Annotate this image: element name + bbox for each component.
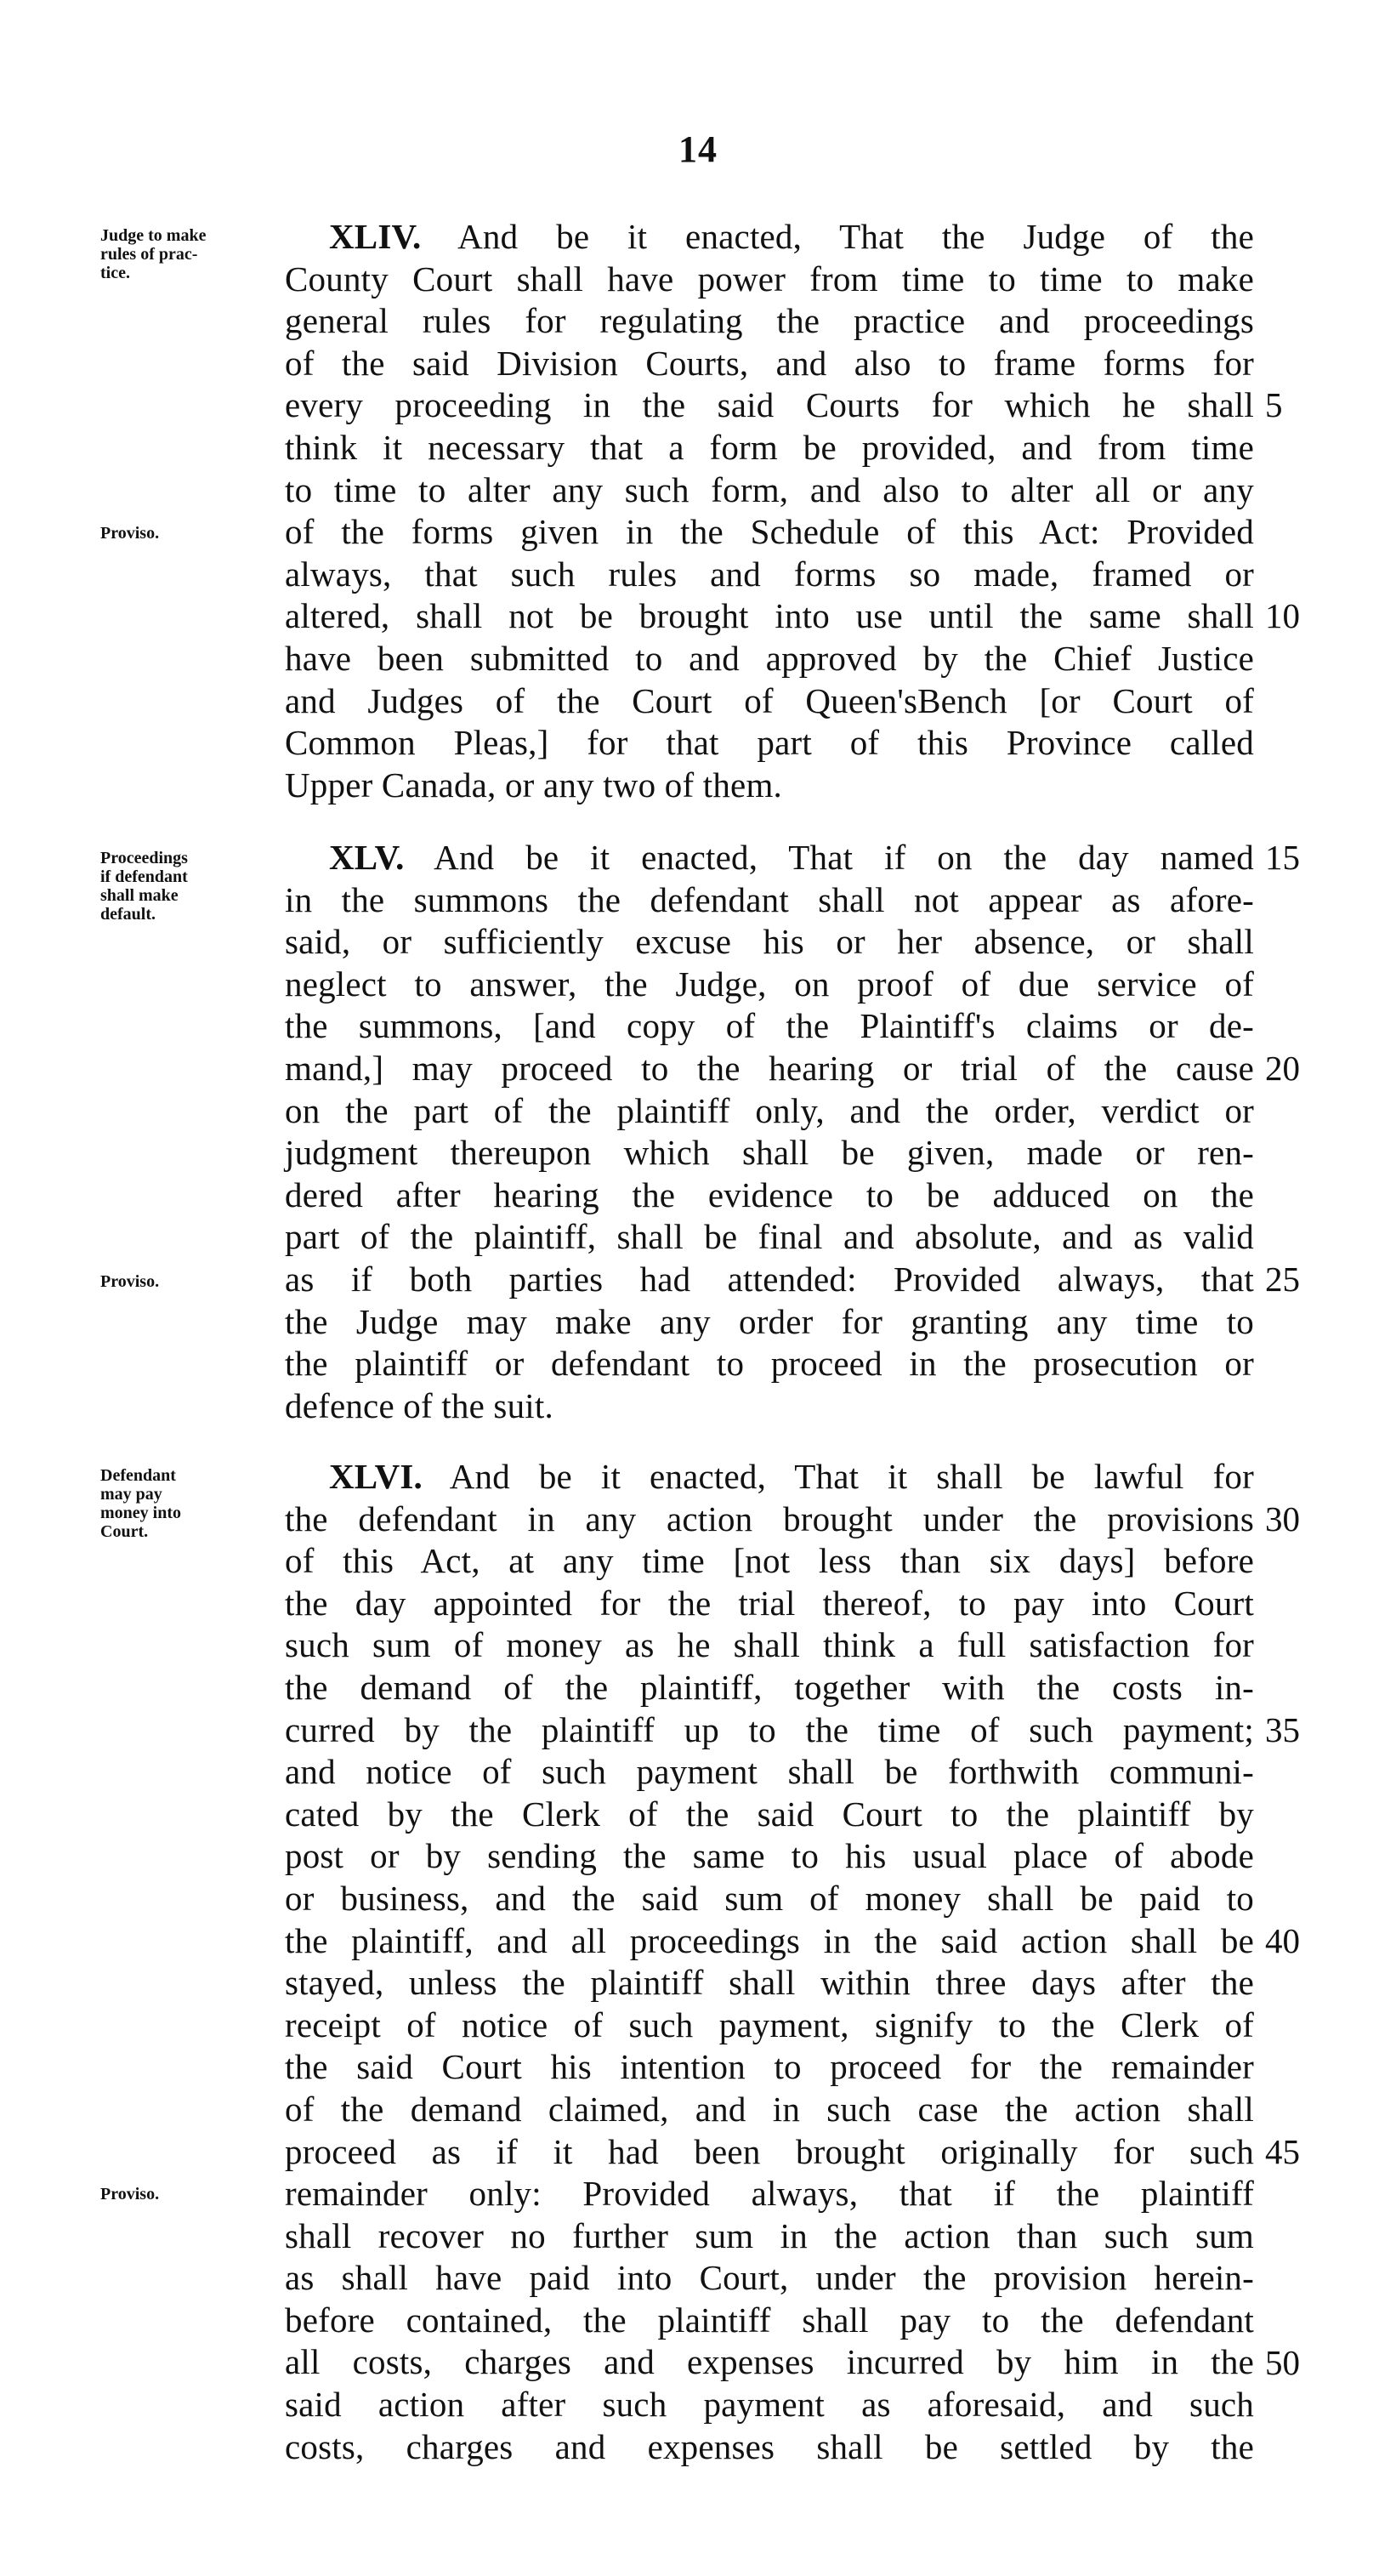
text-line: as if both parties had attended: Provided always, that bbox=[285, 1259, 1254, 1299]
margin-note-line: may pay bbox=[100, 1485, 162, 1504]
line-number: 45 bbox=[1265, 2132, 1300, 2171]
margin-note-line: Defendant bbox=[100, 1466, 176, 1485]
section-xliv bbox=[0, 216, 1396, 811]
text-line: of this Act, at any time [not less than six days] before bbox=[285, 1541, 1254, 1581]
section-heading: XLIV. bbox=[329, 217, 422, 256]
text-line: the demand of the plaintiff, together with the costs in- bbox=[285, 1667, 1254, 1707]
text-line: in the summons the defendant shall not appear as afore- bbox=[285, 879, 1254, 919]
line-number: 40 bbox=[1265, 1921, 1300, 1960]
line-number: 20 bbox=[1265, 1049, 1300, 1088]
text-line: defence of the suit. bbox=[285, 1385, 553, 1425]
text-line: mand,] may proceed to the hearing or trial of the cause bbox=[285, 1048, 1254, 1088]
text-line: altered, shall not be brought into use until the same shall bbox=[285, 596, 1254, 636]
text-line: curred by the plaintiff up to the time of such payment; bbox=[285, 1709, 1254, 1749]
margin-note-line: if defendant bbox=[100, 867, 188, 886]
margin-note-line: default. bbox=[100, 905, 156, 924]
text-line: said, or sufficiently excuse his or her absence, or shall bbox=[285, 922, 1254, 962]
text-line: as shall have paid into Court, under the provision herein- bbox=[285, 2258, 1254, 2298]
margin-note-line: money into bbox=[100, 1504, 181, 1522]
margin-note-line: Proviso. bbox=[100, 2185, 160, 2204]
text-line: the plaintiff, and all proceedings in the said action shall be bbox=[285, 1920, 1254, 1960]
text-line: to time to alter any such form, and also to alter all or any bbox=[285, 469, 1254, 509]
text-line: of the forms given in the Schedule of this Act: Provided bbox=[285, 512, 1254, 552]
text-line: such sum of money as he shall think a full satisfaction for bbox=[285, 1625, 1254, 1665]
line-number: 10 bbox=[1265, 596, 1300, 635]
text-line: or business, and the said sum of money shall be paid to bbox=[285, 1878, 1254, 1918]
text-line: shall recover no further sum in the action than such sum bbox=[285, 2215, 1254, 2255]
text-line: before contained, the plaintiff shall pay to the defendant bbox=[285, 2300, 1254, 2340]
section-heading: XLV. bbox=[329, 838, 405, 877]
text-line: costs, charges and expenses shall be settled by the bbox=[285, 2426, 1254, 2466]
text-line: neglect to answer, the Judge, on proof of due service of bbox=[285, 964, 1254, 1004]
margin-note-line: rules of prac- bbox=[100, 245, 198, 264]
text-line bbox=[285, 216, 1254, 259]
line-text: And be it enacted, That the Judge of the bbox=[457, 217, 1254, 256]
text-line: have been submitted to and approved by the Chief Justice bbox=[285, 638, 1254, 678]
text-line: post or by sending the same to his usual place of abode bbox=[285, 1836, 1254, 1876]
text-line: cated by the Clerk of the said Court to the plaintiff by bbox=[285, 1794, 1254, 1834]
text-line bbox=[285, 1456, 1254, 1498]
text-line: the said Court his intention to proceed for the remainder bbox=[285, 2047, 1254, 2087]
section-body bbox=[285, 837, 1254, 1427]
margin-note-proviso bbox=[100, 1272, 270, 1291]
section-body bbox=[285, 1456, 1254, 2468]
text-line: said action after such payment as aforesaid, and such bbox=[285, 2385, 1254, 2425]
text-line: judgment thereupon which shall be given, made or ren- bbox=[285, 1133, 1254, 1173]
margin-note-line: Proviso. bbox=[100, 524, 160, 543]
margin-note-line: Proviso. bbox=[100, 1272, 160, 1291]
line-number: 50 bbox=[1265, 2343, 1300, 2382]
line-text: And be it enacted, That if on the day named bbox=[434, 838, 1254, 877]
page-number: 14 bbox=[678, 128, 718, 170]
section-heading: XLVI. bbox=[329, 1457, 423, 1496]
text-line: part of the plaintiff, shall be final and absolute, and as valid bbox=[285, 1217, 1254, 1257]
text-line: dered after hearing the evidence to be adduced on the bbox=[285, 1174, 1254, 1214]
margin-note-line: Proceedings bbox=[100, 849, 188, 867]
text-line: all costs, charges and expenses incurred by him in the bbox=[285, 2342, 1254, 2382]
margin-note-defendant-pay bbox=[100, 1466, 270, 1541]
text-line: proceed as if it had been brought originally for such bbox=[285, 2131, 1254, 2171]
text-line: receipt of notice of such payment, signify to the Clerk of bbox=[285, 2005, 1254, 2044]
line-number: 35 bbox=[1265, 1710, 1300, 1749]
line-number: 15 bbox=[1265, 838, 1300, 877]
text-line: and notice of such payment shall be forthwith communi- bbox=[285, 1752, 1254, 1792]
text-line: always, that such rules and forms so made, framed or bbox=[285, 554, 1254, 594]
margin-note-line: Judge to make bbox=[100, 226, 207, 245]
line-text: And be it enacted, That it shall be lawful for bbox=[449, 1457, 1254, 1496]
text-line: the summons, [and copy of the Plaintiff's claims or de- bbox=[285, 1006, 1254, 1046]
margin-note-proviso bbox=[100, 2185, 270, 2204]
line-number: 25 bbox=[1265, 1260, 1300, 1299]
text-line: Common Pleas,] for that part of this Province called bbox=[285, 723, 1254, 763]
text-line: on the part of the plaintiff only, and the order, verdict or bbox=[285, 1090, 1254, 1130]
text-line: the Judge may make any order for granting any time to bbox=[285, 1301, 1254, 1341]
section-xlv bbox=[0, 837, 1396, 1432]
text-line: the day appointed for the trial thereof, to pay into Court bbox=[285, 1583, 1254, 1623]
text-line: stayed, unless the plaintiff shall within three days after the bbox=[285, 1963, 1254, 2003]
margin-note-line: tice. bbox=[100, 264, 130, 282]
text-line: of the demand claimed, and in such case the action shall bbox=[285, 2089, 1254, 2129]
text-line: of the said Division Courts, and also to frame forms for bbox=[285, 343, 1254, 383]
line-number: 5 bbox=[1265, 385, 1283, 424]
text-line: the plaintiff or defendant to proceed in the prosecution or bbox=[285, 1344, 1254, 1384]
text-line: Upper Canada, or any two of them. bbox=[285, 765, 782, 805]
line-number: 30 bbox=[1265, 1499, 1300, 1538]
text-line bbox=[285, 837, 1254, 879]
text-line: remainder only: Provided always, that if the plaintiff bbox=[285, 2174, 1254, 2214]
section-body bbox=[285, 216, 1254, 806]
text-line: think it necessary that a form be provided, and from time bbox=[285, 427, 1254, 467]
text-line: general rules for regulating the practice and proceedings bbox=[285, 301, 1254, 341]
margin-note-proviso bbox=[100, 524, 270, 543]
section-xlvi bbox=[0, 1456, 1396, 2476]
margin-note-line: Court. bbox=[100, 1522, 149, 1541]
text-line: County Court shall have power from time to time to make bbox=[285, 259, 1254, 299]
margin-note-line: shall make bbox=[100, 886, 179, 905]
margin-note-judge-rules bbox=[100, 226, 270, 282]
text-line: the defendant in any action brought under the provisions bbox=[285, 1498, 1254, 1538]
text-line: every proceeding in the said Courts for which he shall bbox=[285, 385, 1254, 425]
margin-note-proceedings-default bbox=[100, 849, 270, 924]
text-line: and Judges of the Court of Queen'sBench [or Court of bbox=[285, 680, 1254, 720]
